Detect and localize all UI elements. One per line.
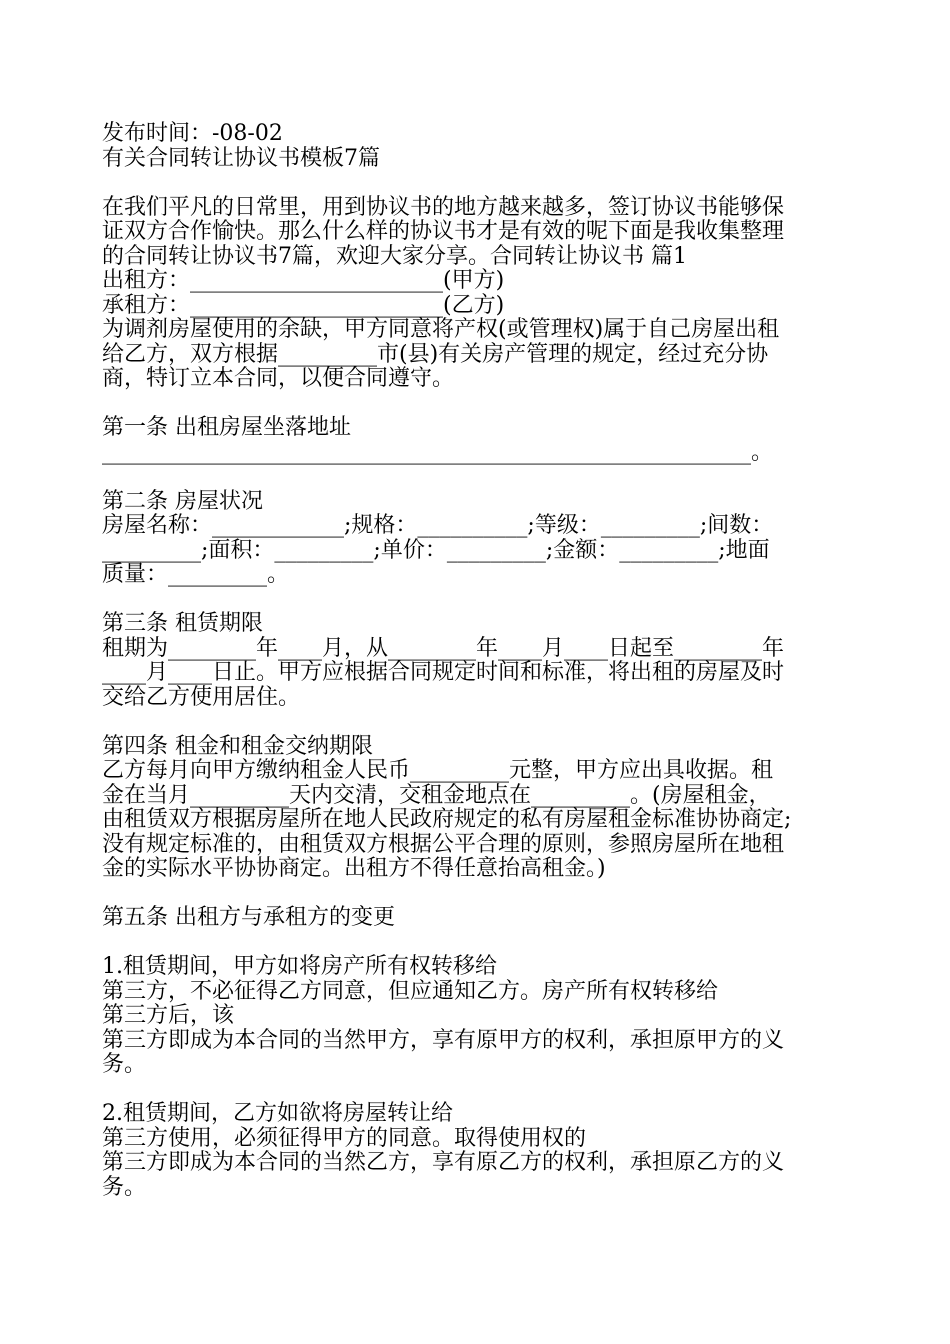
preamble-line: 给乙方，双方根据_________市(县)有关房产管理的规定，经过充分协 xyxy=(102,341,769,367)
intro-line: 的合同转让协议书7篇，欢迎大家分享。合同转让协议书 篇1 xyxy=(102,243,687,269)
article-line: 1.租赁期间，甲方如将房产所有权转移给 xyxy=(102,954,497,979)
article-line: 没有规定标准的，由租赁双方根据公平合理的原则，参照房屋所在地租 xyxy=(102,831,785,857)
article-line: 第三方，不必征得乙方同意，但应通知乙方。房产所有权转移给 xyxy=(102,978,719,1004)
article-4 xyxy=(102,735,862,882)
intro-paragraph xyxy=(102,196,862,270)
spacer xyxy=(102,465,862,490)
spacer xyxy=(102,392,862,417)
article-line: _________;面积：_________;单价：_________;金额：_________;地面 xyxy=(102,537,770,563)
document-title: 有关合同转让协议书模板7篇 xyxy=(102,145,380,171)
article-line: 第三方使用，必须征得甲方的同意。取得使用权的 xyxy=(102,1125,587,1151)
article-line: 租期为________年____月，从________年____月____日起至________年 xyxy=(102,635,785,661)
article-heading: 第五条 出租方与承租方的变更 xyxy=(102,905,395,930)
article-2 xyxy=(102,490,862,588)
spacer xyxy=(102,171,862,196)
publish-date: 发布时间：-08-02 xyxy=(102,121,283,146)
article-line: 交给乙方使用居住。 xyxy=(102,684,301,710)
article-heading: 第二条 房屋状况 xyxy=(102,488,263,514)
article-1 xyxy=(102,416,862,465)
article-line: 乙方每月向甲方缴纳租金人民币_________元整，甲方应出具收据。租 xyxy=(102,758,774,783)
article-heading: 第四条 租金和租金交纳期限 xyxy=(102,733,373,759)
intro-line: 在我们平凡的日常里，用到协议书的地方越来越多，签订协议书能够保 xyxy=(102,194,785,220)
article-3 xyxy=(102,612,862,710)
article-line: 2.租赁期间，乙方如欲将房屋转让给 xyxy=(102,1101,453,1126)
article-line: ____月____日止。甲方应根据合同规定时间和标准，将出租的房屋及时 xyxy=(102,660,785,685)
article-line: 第三方即成为本合同的当然甲方，享有原甲方的权利，承担原甲方的义 xyxy=(102,1027,785,1053)
article-line: 金在当月_________天内交清，交租金地点在_________。(房屋租金， xyxy=(102,782,771,808)
lessee-line: 承租方：_______________________(乙方) xyxy=(102,292,505,318)
article-line: 第三方即成为本合同的当然乙方，享有原乙方的权利，承担原乙方的义 xyxy=(102,1150,785,1175)
article-line: ___________________________________________________________。 xyxy=(102,439,774,465)
preamble-line: 商，特订立本合同，以便合同遵守。 xyxy=(102,366,455,391)
document-page xyxy=(102,122,862,1200)
spacer xyxy=(102,1078,862,1103)
spacer xyxy=(102,931,862,956)
article-line: 房屋名称：____________;规格：__________;等级：_________;间数： xyxy=(102,513,774,538)
spacer xyxy=(102,710,862,735)
article-line: 金的实际水平协协商定。出租方不得任意抬高租金。) xyxy=(102,856,606,881)
article-heading: 第一条 出租房屋坐落地址 xyxy=(102,415,351,440)
spacer xyxy=(102,882,862,907)
article-5 xyxy=(102,906,862,1200)
preamble-paragraph xyxy=(102,318,862,392)
article-line: 务。 xyxy=(102,1174,147,1200)
article-line: 质量：_________。 xyxy=(102,562,290,587)
article-heading: 第三条 租赁期限 xyxy=(102,611,263,636)
article-line: 务。 xyxy=(102,1052,147,1077)
intro-line: 证双方合作愉快。那么什么样的协议书才是有效的呢下面是我收集整理 xyxy=(102,219,785,244)
spacer xyxy=(102,588,862,613)
preamble-line: 为调剂房屋使用的余缺，甲方同意将产权(或管理权)属于自己房屋出租 xyxy=(102,317,780,342)
article-line: 第三方后，该 xyxy=(102,1003,235,1028)
lessor-line: 出租方：_______________________(甲方) xyxy=(102,268,505,293)
article-line: 由租赁双方根据房屋所在地人民政府规定的私有房屋租金标准协协商定; xyxy=(102,807,792,832)
